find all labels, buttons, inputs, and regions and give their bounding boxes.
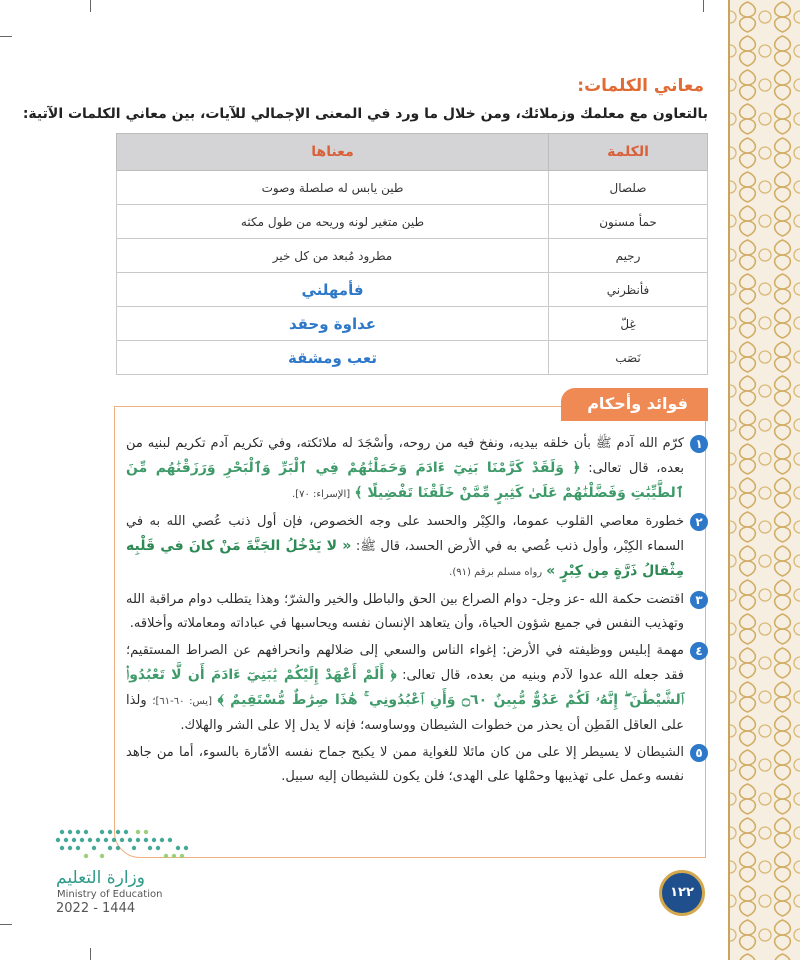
quran-verse: ﴿ أَلَمْ أَعْهَدْ إِلَيْكُمْ يَٰبَنِيٓ ءَادَمَ أَن لَّا تَعْبُدُوا۟ ٱلشَّيْطَٰنَ ۖ إِنَّهُۥ لَكُمْ عَدُوٌّ مُّبِينٌ ۝٦٠ وَأَنِ ٱعْبُدُونِي ۚ هَٰذَا صِرَٰطٌ مُّسْتَقِيمٌ ﴾ xyxy=(126,667,685,708)
item-number-badge: ١ xyxy=(690,435,708,453)
table-cell-word: فأنظرني xyxy=(549,273,708,307)
list-item xyxy=(126,741,708,789)
table-cell-word: حمأ مسنون xyxy=(549,205,708,239)
crop-mark-icon xyxy=(90,948,91,960)
table-cell-meaning: طين يابس له صلصلة وصوت xyxy=(117,171,549,205)
vocabulary-table xyxy=(116,133,708,375)
list-item xyxy=(126,639,708,738)
hadith-reference: رواه مسلم برقم (٩١). xyxy=(449,567,543,578)
table-row xyxy=(117,171,708,205)
item-text: مهمة إبليس ووظيفته في الأرض: إغواء الناس والسعي إلى ضلالهم وانحرافهم عن الصراط المستقيم؛ فقد جعله الله عدوا لآدم وبنيه من بعده، قال تعالى: xyxy=(126,643,684,683)
table-cell-word: صلصال xyxy=(549,171,708,205)
table-cell-answer: تعب ومشقة xyxy=(117,341,549,375)
crop-mark-icon xyxy=(703,0,704,12)
column-header-word: الكلمة xyxy=(549,134,708,171)
item-number-badge: ٣ xyxy=(690,591,708,609)
quran-verse: ﴿ وَلَقَدْ كَرَّمْنَا بَنِيٓ ءَادَمَ وَحَمَلْنَٰهُمْ فِي ٱلْبَرِّ وَٱلْبَحْرِ وَرَزَقْنَٰهُم مِّنَ ٱلطَّيِّبَٰتِ وَفَضَّلْنَٰهُمْ عَلَىٰ كَثِيرٍ مِّمَّنْ خَلَقْنَا تَفْضِيلًا ﴾ xyxy=(126,460,684,501)
table-row xyxy=(117,341,708,375)
item-number-badge: ٢ xyxy=(690,513,708,531)
ornament-border-icon xyxy=(728,0,800,960)
page-number: ١٢٢ xyxy=(670,885,694,900)
table-row xyxy=(117,307,708,341)
column-header-meaning: معناها xyxy=(117,134,549,171)
table-cell-answer: فأمهلني xyxy=(117,273,549,307)
item-text: اقتضت حكمة الله -عز وجل- دوام الصراع بين الحق والباطل والخير والشرّ؛ وهذا يتطلب دوام مراقبة الله وتهذيب النفس في جميع شؤون الحياة، وأن يتعاهد الإنسان نفسه ويحاسبها في عباداته ومعاملاته وأخلاقه. xyxy=(126,592,684,631)
list-item xyxy=(126,588,708,636)
list-item xyxy=(126,510,708,585)
item-number-badge: ٥ xyxy=(690,744,708,762)
instruction-text: بالتعاون مع معلمك وزملائك، ومن خلال ما ورد في المعنى الإجمالي للآيات، بين معاني الكلمات الآتية: xyxy=(22,106,708,122)
ministry-name-arabic: وزارة التعليم xyxy=(56,868,145,888)
table-cell-word: غِلّ xyxy=(549,307,708,341)
benefits-list xyxy=(126,432,708,792)
benefits-title-tab: فوائد وأحكام xyxy=(561,388,708,421)
hadith-text: « لا يَدْخُلُ الجَنَّةَ مَنْ كانَ في قَلْبِه مِثْقالُ ذَرَّةٍ مِن كِبْرٍ » xyxy=(126,538,684,579)
table-row xyxy=(117,239,708,273)
edition-year: 2022 - 1444 xyxy=(56,901,136,916)
table-cell-meaning: طين متغير لونه وريحه من طول مكثه xyxy=(117,205,549,239)
table-cell-answer: عداوة وحقد xyxy=(117,307,549,341)
crop-mark-icon xyxy=(90,0,91,12)
table-row xyxy=(117,273,708,307)
verse-reference: [الإسراء: ٧٠]. xyxy=(292,489,351,500)
crop-mark-icon xyxy=(0,924,12,925)
table-cell-word: نَصَب xyxy=(549,341,708,375)
ministry-logo-icon xyxy=(54,826,190,870)
list-item xyxy=(126,432,708,507)
table-header-row xyxy=(117,134,708,171)
table-row xyxy=(117,205,708,239)
page-number-badge-icon xyxy=(659,870,705,916)
item-text: الشيطان لا يسيطر إلا على من كان مائلا للغواية ممن لا يكبح جماح نفسه الأمّارة بالسوء، أما من جاهد نفسه وعمل على تهذيبها وحمْلها على الهدى؛ فلن يكون للشيطان إليه سبيل. xyxy=(126,745,684,784)
item-text: كرّم الله آدم ﷺ بأن خلقه بيديه، ونفخ فيه من روحه، وأسْجَدَ له ملائكته، وفي تكريم آدم تكريم لبنيه من بعده، قال تعالى: xyxy=(126,436,684,476)
table-cell-meaning: مطرود مُبعد من كل خير xyxy=(117,239,549,273)
verse-reference: [يس: ٦٠-٦١]؛ xyxy=(152,696,212,707)
crop-mark-icon xyxy=(0,36,12,37)
table-cell-word: رجيم xyxy=(549,239,708,273)
item-text: خطورة معاصي القلوب عموما، والكِبْر والحسد على وجه الخصوص، فإن أول ذنب عُصي الله به في السماء الكِبْر، وأول ذنب عُصي به في الأرض الحسد، قال ﷺ: xyxy=(126,514,684,554)
ministry-name-english: Ministry of Education xyxy=(57,889,163,900)
section-heading-vocabulary: معاني الكلمات: xyxy=(577,76,704,96)
item-text-continued: ولذا على العاقل الفَطِن أن يحذر من خطوات الشيطان ووساوسه؛ فإنه لا يدل إلا على الشر والهلاك. xyxy=(126,693,684,733)
item-number-badge: ٤ xyxy=(690,642,708,660)
